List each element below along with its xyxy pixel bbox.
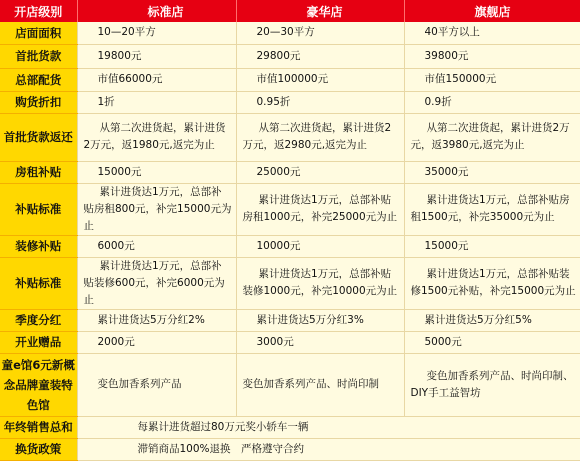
table-cell: 累计进货达5万分红3% (236, 309, 404, 331)
row-label: 房租补贴 (0, 161, 77, 183)
table-cell: 6000元 (77, 235, 236, 257)
table-row (0, 68, 580, 91)
row-label: 补贴标准 (0, 257, 77, 309)
row-label: 童e馆6元新概念品牌童装特色馆 (0, 353, 77, 416)
header-deluxe-store: 豪华店 (236, 0, 404, 22)
row-label: 店面面积 (0, 22, 77, 44)
table-cell: 35000元 (404, 161, 580, 183)
row-label: 首批货款返还 (0, 113, 77, 161)
row-label: 购货折扣 (0, 91, 77, 113)
table-row (0, 353, 580, 416)
table-header-row (0, 0, 580, 22)
row-label: 首批货款 (0, 44, 77, 68)
table-cell: 20—30平方 (236, 22, 404, 44)
row-label: 补贴标准 (0, 183, 77, 235)
table-cell: 5000元 (404, 331, 580, 353)
table-cell: 15000元 (77, 161, 236, 183)
table-cell: 累计进货达1万元，总部补贴装修600元，补完6000元为止 (77, 257, 236, 309)
row-label: 季度分红 (0, 309, 77, 331)
table-cell: 25000元 (236, 161, 404, 183)
header-standard-store: 标准店 (77, 0, 236, 22)
row-label: 换货政策 (0, 438, 77, 460)
table-cell: 0.9折 (404, 91, 580, 113)
table-cell: 15000元 (404, 235, 580, 257)
table-cell: 40平方以上 (404, 22, 580, 44)
table-cell: 累计进货达1万元，总部补贴装修1500元补贴，补完15000元为止 (404, 257, 580, 309)
table-cell: 变色加香系列产品、时尚印制 (236, 353, 404, 416)
table-cell: 3000元 (236, 331, 404, 353)
table-cell: 19800元 (77, 44, 236, 68)
table-cell: 从第二次进货起，累计进货2万元，返3980元,返完为止 (404, 113, 580, 161)
row-label: 开业赠品 (0, 331, 77, 353)
table-cell: 变色加香系列产品 (77, 353, 236, 416)
table-row (0, 309, 580, 331)
table-cell: 累计进货达1万元，总部补贴房租800元，补完15000元为止 (77, 183, 236, 235)
table-cell: 39800元 (404, 44, 580, 68)
header-flagship-store: 旗舰店 (404, 0, 580, 22)
table-row (0, 235, 580, 257)
merged-cell: 每累计进货超过80万元奖小轿车一辆 (77, 416, 580, 438)
table-row (0, 438, 580, 460)
table-cell: 10000元 (236, 235, 404, 257)
table-row (0, 22, 580, 44)
table-cell: 从第二次进货起，累计进货2万元，返2980元,返完为止 (236, 113, 404, 161)
table-cell: 累计进货达5万分红2% (77, 309, 236, 331)
table-cell: 0.95折 (236, 91, 404, 113)
row-label: 年终销售总和 (0, 416, 77, 438)
table-row (0, 91, 580, 113)
table-row (0, 183, 580, 235)
merged-cell: 滞销商品100%退换 严格遵守合约 (77, 438, 580, 460)
header-store-level: 开店级别 (0, 0, 77, 22)
table-cell: 市值150000元 (404, 68, 580, 91)
row-label: 总部配货 (0, 68, 77, 91)
row-label: 装修补贴 (0, 235, 77, 257)
table-cell: 变色加香系列产品、时尚印制、DIY手工益智坊 (404, 353, 580, 416)
table-cell: 1折 (77, 91, 236, 113)
table-cell: 市值66000元 (77, 68, 236, 91)
table-cell: 累计进货达1万元，总部补贴房租1000元，补完25000元为止 (236, 183, 404, 235)
table-cell: 从第二次进货起，累计进货2万元，返1980元,返完为止 (77, 113, 236, 161)
table-row (0, 44, 580, 68)
table-cell: 累计进货达1万元，总部补贴房租1500元，补完35000元为止 (404, 183, 580, 235)
table-cell: 累计进货达1万元，总部补贴装修1000元，补完10000元为止 (236, 257, 404, 309)
table-cell: 29800元 (236, 44, 404, 68)
table-cell: 市值100000元 (236, 68, 404, 91)
table-cell: 10—20平方 (77, 22, 236, 44)
table-row (0, 113, 580, 161)
table-cell: 累计进货达5万分红5% (404, 309, 580, 331)
table-row (0, 416, 580, 438)
table-row (0, 161, 580, 183)
table-row (0, 257, 580, 309)
table-row (0, 331, 580, 353)
table-cell: 2000元 (77, 331, 236, 353)
